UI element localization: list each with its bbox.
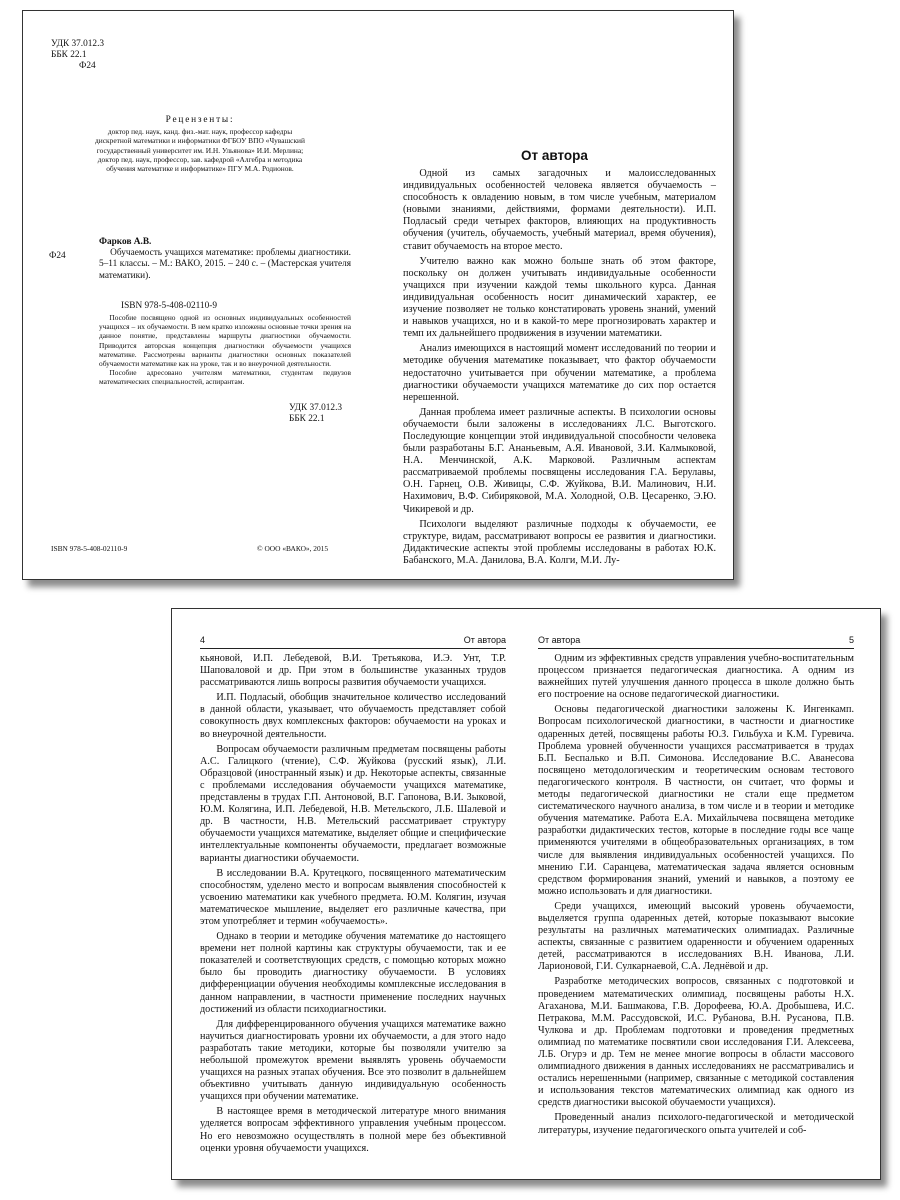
page-4	[172, 609, 514, 1179]
book-author: Фарков А.В.	[99, 237, 152, 247]
udk-bottom	[289, 403, 342, 425]
paragraph: Основы педагогической диагностики заложены К. Ингенкамп. Вопросам психологической диагностики, в частности и диагностике одаренных детей, посвящены работы Ю.З. Гильбуха и К.М. Гуревича. Проблема уровней обученности учащихся рассматривается в трудах Б.П. Беспалько и В.П. Симонова. Исследование В.С. Аванесова посвящено методологическим и теоретическим основам тестового педагогического контроля. В частности, он считает, что формы и методы педагогической диагностики не стали еще предметом систематического научного анализа, в том числе и в теории и методике обучения математике. Работа Е.А. Михайлычева посвящена методике разработки дидактических тестов, которые в последние годы все чаще применяются учителями в общеобразовательных организациях, в том числе для выявления индивидуальных особенностей учащихся. По мнению Г.И. Саранцева, математическая задача является основным средством формирования знаний, умений и навыков, а поэтому ее можно использовать и для диагностики.	[538, 704, 854, 897]
annotation	[99, 313, 351, 387]
book-spread-top	[22, 10, 734, 580]
running-head: От автора	[538, 635, 581, 645]
footer-copyright: © ООО «ВАКО», 2015	[257, 544, 329, 553]
isbn: ISBN 978-5-408-02110-9	[121, 301, 217, 311]
page-text	[200, 653, 506, 1155]
running-head: От автора	[463, 635, 506, 645]
paragraph: Психологи выделяют различные подходы к обучаемости, ее структуре, видам, рассматривают вопросы ее развития и диагностики. Дидактические аспекты этой проблемы исследованы в работах Ю.К. Бабанского, М.А. Данилова, В.А. Колги, М.И. Лу-	[403, 518, 716, 566]
book-description: Обучаемость учащихся математике: проблемы диагностики. 5–11 классы. – М.: ВАКО, 2015. – 240 с. – (Мастерская учителя математики).	[99, 248, 351, 281]
paragraph: Проведенный анализ психолого-педагогической и методической литературы, изучение педагогического опыта учителей и соб-	[538, 1112, 854, 1136]
header-rule	[538, 648, 854, 649]
udk-bottom-line: УДК 37.012.3	[289, 403, 343, 413]
foreword-text	[403, 168, 716, 567]
bbk-line: ББК 22.1	[51, 50, 87, 61]
paragraph: Данная проблема имеет различные аспекты. В психологии основы обучаемости были заложены в исследованиях Л.С. Выготского. Последующие концепции этой индивидуальной способности человека были разработаны Б.Г. Ананьевым, А.Я. Ивановой, З.И. Калмыковой, Н.А. Менчинской, А.К. Марковой. Различным аспектам рассматриваемой проблемы посвящены исследования Г.А. Берулавы, О.Н. Гарнец, О.В. Живицы, С.Ф. Жуйкова, В.И. Малинович, Н.И. Нахимович, В.Ф. Сибиряковой, М.А. Холодной, О.В. Цесаренко, Э.Ю. Чикиревой и др.	[403, 406, 716, 515]
paragraph: Однако в теории и методике обучения математике до настоящего времени нет полной картины как структуры обучаемости, так и ее показателей и соответствующих средств, с помощью которых можно было бы проводить диагностику обучаемости. В условиях дифференциации обучения необходимы комплексные исследования в данном направлении, в частности применение последних научных достижений из области психодиагностики.	[200, 931, 506, 1015]
footer-isbn: ISBN 978-5-408-02110-9	[51, 544, 128, 553]
paragraph: Среди учащихся, имеющий высокий уровень обучаемости, выделяется группа одаренных детей, которые показывают высокие результаты на различных математических олимпиадах. Различные аспекты, связанные с развитием одаренности и обучением одаренных детей, рассматриваются в исследованиях В.Н. Иванова, Л.И. Ларионовой, Г.И. Сулкарнаевой, С.А. Леднёвой и др.	[538, 900, 854, 973]
reviewers-block	[61, 115, 339, 173]
copyright-page	[23, 11, 371, 579]
header-rule	[200, 648, 506, 649]
foreword-title: От автора	[521, 148, 588, 163]
page-number: 5	[848, 635, 854, 645]
paragraph: кьяновой, И.П. Лебедевой, В.И. Третьякова, И.Э. Унт, Т.Р. Шаповаловой и др. При этом в большинстве указанных трудов рассматриваются лишь вопросы развития обучаемости учащихся.	[200, 653, 506, 689]
reviewer-line: обучения математике и информатике» ПГУ М.А. Родионов.	[106, 164, 294, 174]
reviewer-line: государственный университет им. И.Н. Ульянова» И.И. Мерлина;	[96, 145, 304, 155]
page-number: 4	[200, 635, 206, 645]
page-5	[522, 609, 880, 1179]
annotation-paragraph: Пособие посвящено одной из основных индивидуальных особенностей учащихся – их обучаемости. В нем кратко изложены основные точки зрения на данное понятие, представлены маршруты диагностики обучаемости. Приводится авторская концепция диагностики обучаемости учащихся математике. Рассмотрены варианты диагностики основных показателей обучаемости математике как на уроке, так и во внеурочной деятельности.	[99, 313, 351, 369]
page-text	[538, 653, 854, 1137]
reviewers-title: Рецензенты:	[165, 115, 235, 125]
paragraph: Одним из эффективных средств управления учебно-воспитательным процессом признается педагогическая диагностика. А одним из важнейших путей улучшения данного процесса в школе должно быть его построение на основе педагогической диагностики.	[538, 653, 854, 701]
book-spread-bottom	[171, 608, 881, 1180]
paragraph: Вопросам обучаемости различным предметам посвящены работы А.С. Галицкого (чтение), С.Ф. Жуйкова (русский язык), Л.И. Образцовой (иностранный язык) и др. Некоторые аспекты, связанные с проблемами исследования обучаемости учащихся математике, представлены в трудах Г.П. Антоновой, В.Г. Гапонова, В.И. Зыковой, Ю.М. Колягина, И.П. Лебедевой, Н.В. Метельского, Л.Б. Шалевой и др. В частности, Н.В. Метельский рассматривает структуру обучаемости учащихся математике, выделяет общие и специфические интеллектуальные компоненты обучаемости, предлагает возможные варианты диагностики обучаемости.	[200, 743, 506, 864]
paragraph: И.П. Подласый, обобщив значительное количество исследований в данной области, указывает, что обучаемость представляет собой совокупность двух комплексных факторов: обучаемости на уроках и во внеурочной деятельности.	[200, 692, 506, 740]
paragraph: В исследовании В.А. Крутецкого, посвященного математическим способностям, уделено место и вопросам выявления способностей к усвоению математики как учебного предмета. Ю.М. Колягин, изучая математическое мышление, выделяет его различные качества, при этом употребляет и термин «обучаемость».	[200, 867, 506, 927]
paragraph: Анализ имеющихся в настоящий момент исследований по теории и методике обучения математике показывает, что фактор обучаемости недостаточно учитывается при обучении математике, а проблема диагностики обучаемости учащихся математике до сих пор остается нерешенной.	[403, 343, 716, 403]
reviewer-line: дискретной математики и информатики ФГБОУ ВПО «Чувашский	[95, 136, 305, 146]
reviewer-line: доктор пед. наук, канд. физ.-мат. наук, профессор кафедры	[107, 127, 293, 137]
reviewer-line: доктор пед. наук, профессор, зав. кафедрой «Алгебра и методика	[97, 154, 303, 164]
annotation-paragraph: Пособие адресовано учителям математики, студентам педвузов математических специальностей, аспирантам.	[99, 368, 351, 387]
author-mark-line: Ф24	[79, 61, 96, 72]
bbk-bottom-line: ББК 22.1	[289, 414, 325, 425]
paragraph: Разработке методических вопросов, связанных с подготовкой и проведением математических олимпиад, посвящены работы Н.Х. Агаханова, М.И. Башмакова, Г.В. Дорофеева, Ю.А. Дробышева, И.С. Петракова, М.М. Рассудовской, И.С. Рубанова, В.Н. Русанова, П.В. Чулкова и др. Проблемам подготовки и проведения предметных олимпиад по математике посвятили свои исследования Г.И. Алексеева, Л.Б. Огурэ и др. Тем не менее многие вопросы в области массового олимпиадного движения в данных исследованиях не рассматривались и остались нерешенными (например, связанные с методикой составления и использования текстов математических олимпиад как одного из средств диагностики высокой обучаемости учащихся).	[538, 976, 854, 1109]
paragraph: Одной из самых загадочных и малоисследованных индивидуальных особенностей человека является обучаемость – способность к овладению новым, в том числе учебным, материалом (новыми знаниями, действиями, формами деятельности). И.П. Подласый среди четырех факторов, влияющих на продуктивность обучения (учитель, обучаемость, учебный материал, время обучения), ставит обучаемость на второе место.	[403, 168, 716, 252]
book-record	[99, 237, 351, 282]
paragraph: В настоящее время в методической литературе много внимания уделяется вопросам эффективного управления учебным процессом. Но его невозможно осуществлять в полной мере без объективной оценки уровня обучаемости учащихся.	[200, 1106, 506, 1154]
author-mark: Ф24	[49, 251, 66, 261]
udk-line: УДК 37.012.3	[51, 39, 105, 49]
paragraph: Учителю важно как можно больше знать об этом факторе, поскольку он должен учитывать индивидуальные особенности учащихся при изучении каждой темы школьного курса. Данная индивидуальная особенность носит динамический характер, ее изучение позволяет не только констатировать уровень знаний, умений и навыков учащихся, но и в какой-то мере прогнозировать характер и темп их дальнейшего продвижения в изучении математики.	[403, 255, 716, 340]
udk-block	[51, 39, 104, 73]
paragraph: Для дифференцированного обучения учащихся математике важно научиться диагностировать уровни их обучаемости, а для этого надо разработать такие методики, которые бы позволяли учителю за небольшой промежуток времени выявлять уровень обучаемости учащихся на разных этапах обучения. Все это позволит в дальнейшем объективно учитывать данную индивидуальную особенность учащихся при обучении математике.	[200, 1018, 506, 1103]
author-foreword-page	[373, 11, 733, 579]
